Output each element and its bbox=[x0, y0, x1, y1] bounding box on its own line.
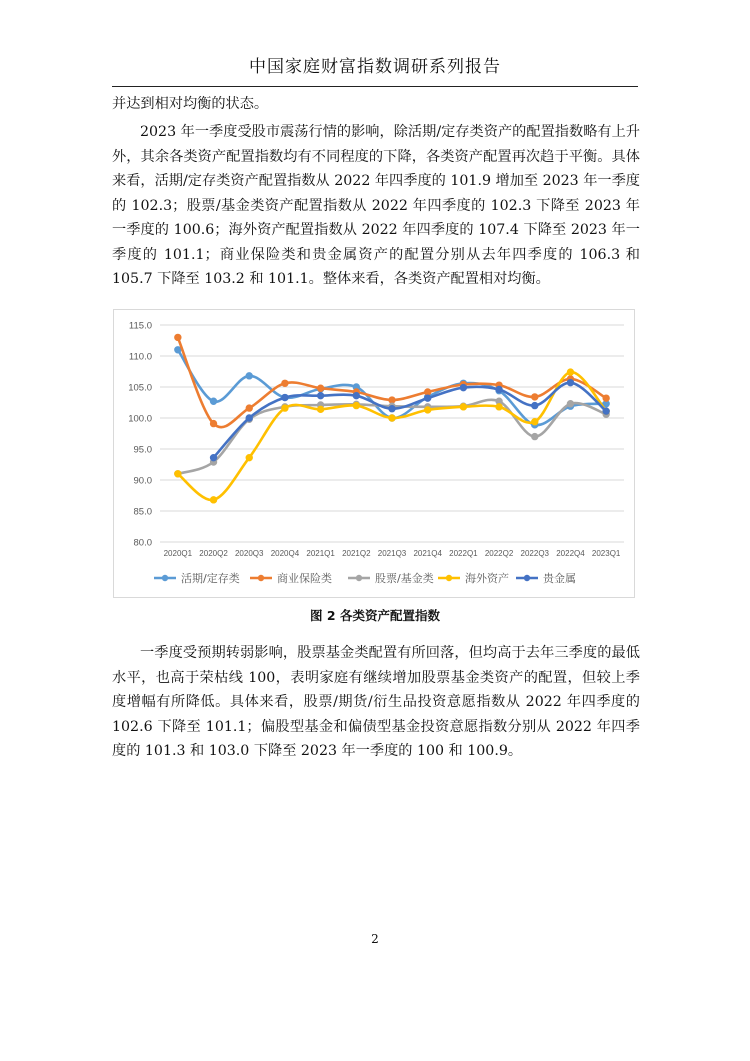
data-point bbox=[567, 369, 573, 375]
x-tick-label: 2022Q3 bbox=[520, 549, 550, 558]
x-tick-label: 2021Q4 bbox=[413, 549, 442, 558]
data-point bbox=[460, 384, 466, 390]
paragraph-1: 并达到相对均衡的状态。 bbox=[112, 96, 269, 112]
series-line bbox=[178, 372, 606, 500]
x-tick-label: 2021Q1 bbox=[306, 549, 335, 558]
y-tick-label: 110.0 bbox=[128, 351, 152, 363]
data-point bbox=[424, 389, 430, 395]
x-tick-label: 2021Q2 bbox=[342, 549, 371, 558]
data-point bbox=[282, 380, 288, 386]
data-point bbox=[532, 402, 538, 408]
data-point bbox=[424, 407, 430, 413]
data-point bbox=[317, 392, 323, 398]
data-point bbox=[210, 454, 216, 460]
legend-label: 海外资产 bbox=[465, 572, 509, 585]
data-point bbox=[246, 373, 252, 379]
y-tick-label: 80.0 bbox=[133, 537, 152, 549]
data-point bbox=[282, 405, 288, 411]
x-tick-label: 2020Q4 bbox=[270, 549, 300, 558]
data-point bbox=[496, 386, 502, 392]
legend-label: 商业保险类 bbox=[277, 572, 332, 585]
data-point bbox=[246, 415, 252, 421]
x-tick-label: 2023Q1 bbox=[591, 549, 621, 558]
data-point bbox=[389, 397, 395, 403]
y-tick-label: 115.0 bbox=[128, 320, 152, 332]
legend-label: 股票/基金类 bbox=[375, 572, 434, 585]
data-point bbox=[210, 420, 216, 426]
data-point bbox=[175, 334, 181, 340]
data-point bbox=[603, 395, 609, 401]
data-point bbox=[246, 405, 252, 411]
data-point bbox=[246, 454, 252, 460]
report-header-title: 中国家庭财富指数调研系列报告 bbox=[249, 57, 501, 77]
legend-marker bbox=[258, 575, 264, 581]
page-number: 2 bbox=[371, 932, 379, 946]
x-tick-label: 2020Q2 bbox=[199, 549, 228, 558]
data-point bbox=[317, 385, 323, 391]
data-point bbox=[282, 394, 288, 400]
data-point bbox=[175, 347, 181, 353]
data-point bbox=[353, 392, 359, 398]
data-point bbox=[389, 406, 395, 412]
data-point bbox=[424, 395, 430, 401]
y-tick-label: 85.0 bbox=[133, 506, 152, 518]
y-tick-label: 90.0 bbox=[133, 475, 152, 487]
data-point bbox=[567, 401, 573, 407]
legend-marker bbox=[524, 575, 530, 581]
x-tick-label: 2022Q1 bbox=[449, 549, 478, 558]
header-divider bbox=[112, 86, 638, 87]
figure-caption: 图 2 各类资产配置指数 bbox=[310, 608, 440, 623]
legend-label: 活期/定存类 bbox=[181, 572, 240, 585]
x-tick-label: 2022Q2 bbox=[484, 549, 514, 558]
paragraph-3: 一季度受预期转弱影响，股票基金类配置有所回落，但均高于去年三季度的最低水平，也高于荣枯线 100，表明家庭有继续增加股票基金类资产的配置，但较上季度增幅有所降低。具体来看，股票/期货/衍生品投资意愿指数从 2022 年四季度的 102.6 下降至 101.1；偏股型基金和偏债型基金投资意愿指数分别从 2022 年四季度的 101.3 和 103.0 下降至 2023 年一季度的 100 和 100.9。 bbox=[112, 645, 640, 759]
data-point bbox=[317, 406, 323, 412]
data-point bbox=[210, 398, 216, 404]
data-point bbox=[460, 404, 466, 410]
legend-marker bbox=[446, 575, 452, 581]
data-point bbox=[603, 408, 609, 414]
legend-marker bbox=[356, 575, 362, 581]
data-point bbox=[353, 402, 359, 408]
paragraph-2: 2023 年一季度受股市震荡行情的影响，除活期/定存类资产的配置指数略有上升外，其余各类资产配置指数均有不同程度的下降，各类资产配置再次趋于平衡。具体来看，活期/定存类资产配置指数从 2022 年四季度的 101.9 增加至 2023 年一季度的 102.3；股票/基金类资产配置指数从 2022 年四季度的 102.3 下降至 2023 年一季度的 100.6；海外资产配置指数从 2022 年四季度的 107.4 下降至 2023 年一季度的 101.1；商业保险类和贵金属资产的配置分别从去年四季度的 106.3 和 105.7 下降至 103.2 和 101.1。整体来看，各类资产配置相对均衡。 bbox=[112, 124, 640, 287]
asset-allocation-chart bbox=[113, 309, 635, 598]
x-tick-label: 2021Q3 bbox=[377, 549, 407, 558]
legend-marker bbox=[162, 575, 168, 581]
y-tick-label: 105.0 bbox=[128, 382, 152, 394]
y-tick-label: 95.0 bbox=[133, 444, 152, 456]
data-point bbox=[175, 471, 181, 477]
legend-label: 贵金属 bbox=[543, 572, 576, 585]
data-point bbox=[532, 394, 538, 400]
data-point bbox=[532, 433, 538, 439]
data-point bbox=[389, 415, 395, 421]
data-point bbox=[210, 497, 216, 503]
x-tick-label: 2022Q4 bbox=[556, 549, 585, 558]
x-tick-label: 2020Q3 bbox=[234, 549, 264, 558]
data-point bbox=[567, 379, 573, 385]
x-tick-label: 2020Q1 bbox=[163, 549, 193, 558]
data-point bbox=[496, 404, 502, 410]
chart-svg bbox=[114, 310, 634, 597]
data-point bbox=[532, 419, 538, 425]
y-tick-label: 100.0 bbox=[128, 413, 152, 425]
